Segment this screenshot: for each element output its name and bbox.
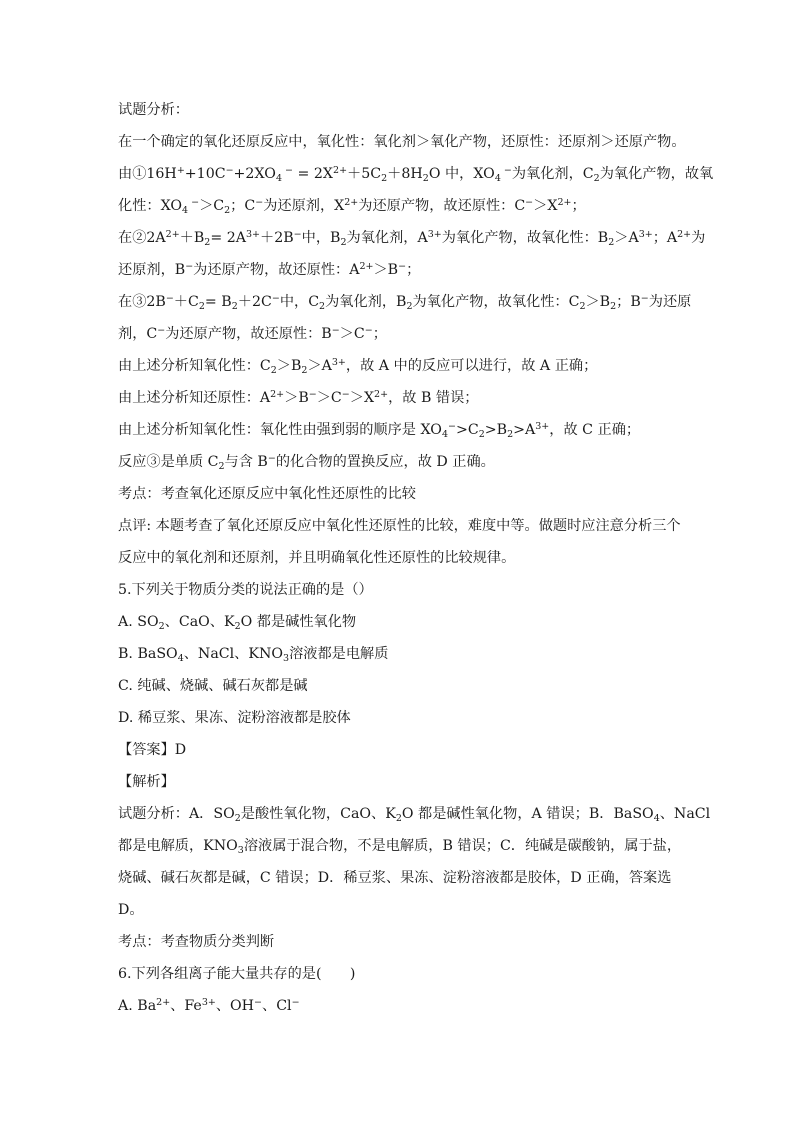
option-a-analysis: 由上述分析知氧化性：$C_2>B_2>A^{3+}$，故 A 中的反应可以进行，故 A 正确； bbox=[118, 357, 598, 376]
option-d-analysis: 反应③是单质 $C_2$与含 B−的化合物的置换反应，故 D 正确。 bbox=[118, 453, 495, 472]
question-6-option-a: A. $Ba^{2+}$、$Fe^{3+}$、OH−、Cl− bbox=[118, 997, 300, 1014]
reaction-1-conclusion: 化性：$XO_4$ $^->C_2$；C−为还原剂，$X^{2+}$为还原产物，故还原性：$C^->X^{2+}$； bbox=[118, 197, 586, 216]
reaction-2-line: 在$②2A^{2+}+B_2= 2A^{3+}+2B^-$中，$B_2$为氧化剂，$A^{3+}$为氧化产物，故氧化性：$B_2>A^{3+}$；$A^{2+}$为 bbox=[118, 229, 706, 248]
question-6-stem: 6.下列各组离子能大量共存的是( ) bbox=[118, 966, 356, 982]
reaction-3-conclusion: 剂，C−为还原产物，故还原性：B−＞C−； bbox=[118, 325, 387, 342]
reaction-2-conclusion: 还原剂，B−为还原产物，故还原性：$A^{2+}>B^-$； bbox=[118, 261, 421, 278]
option-c-analysis: 由上述分析知氧化性：氧化性由强到弱的顺序是 $XO_4^->C_2>B_2>A^{3+}$，故 C 正确； bbox=[118, 421, 641, 440]
question-5-option-c: C. 纯碱、烧碱、碱石灰都是碱 bbox=[118, 678, 308, 694]
question-5-kaodian: 考点：考查物质分类判断 bbox=[118, 934, 275, 950]
comment-line-2: 反应中的氧化剂和还原剂，并且明确氧化性还原性的比较规律。 bbox=[118, 550, 516, 566]
comment-line-1: 点评: 本题考查了氧化还原反应中氧化性还原性的比较，难度中等。做题时应注意分析三个 bbox=[118, 518, 681, 534]
analysis-heading: 试题分析： bbox=[118, 102, 189, 118]
kaodian-4: 考点：考查氧化还原反应中氧化性还原性的比较 bbox=[118, 486, 416, 502]
question-5-option-d: D. 稀豆浆、果冻、淀粉溶液都是胶体 bbox=[118, 710, 351, 726]
question-5-option-a: A. $SO_2$、CaO、$K_2O$ 都是碱性氧化物 bbox=[118, 614, 357, 632]
question-5-analysis-2: 都是电解质，$KNO_3$溶液属于混合物，不是电解质，B 错误；C．纯碱是碳酸钠，属于盐， bbox=[118, 838, 682, 856]
question-5-stem: 5.下列关于物质分类的说法正确的是（） bbox=[118, 582, 373, 598]
question-5-answer: 【答案】D bbox=[118, 742, 187, 758]
question-5-jiexi-label: 【解析】 bbox=[118, 774, 175, 790]
question-5-option-b: B. BaSO$_4$、NaCl、$KNO_3$溶液都是电解质 bbox=[118, 646, 389, 664]
question-5-analysis-4: D。 bbox=[118, 902, 144, 918]
reaction-1-line: 由$①16H^++10C^-+2XO_4$ $^- = 2X^{2+}+5C_2+8H_2O$ 中，$XO_4$ −为氧化剂，$C_2$为氧化产物，故氧 bbox=[118, 165, 714, 184]
question-5-analysis-3: 烧碱、碱石灰都是碱，C 错误；D．稀豆浆、果冻、淀粉溶液都是胶体，D 正确，答案选 bbox=[118, 870, 672, 886]
option-b-analysis: 由上述分析知还原性：$A^{2+}>B^->C^->X^{2+}$，故 B 错误； bbox=[118, 389, 479, 406]
question-5-analysis-1: 试题分析：A．$SO_2$是酸性氧化物，CaO、$K_2O$ 都是碱性氧化物，A 错误；B．BaSO$_4$、NaCl bbox=[118, 806, 711, 824]
reaction-3-line: 在$③2B^-+C_2= B_2+2C^-$中，$C_2$为氧化剂，$B_2$为氧化产物，故氧化性：$C_2>B_2$；B−为还原 bbox=[118, 293, 692, 312]
analysis-rule: 在一个确定的氧化还原反应中，氧化性：氧化剂＞氧化产物，还原性：还原剂＞还原产物。 bbox=[118, 134, 686, 150]
